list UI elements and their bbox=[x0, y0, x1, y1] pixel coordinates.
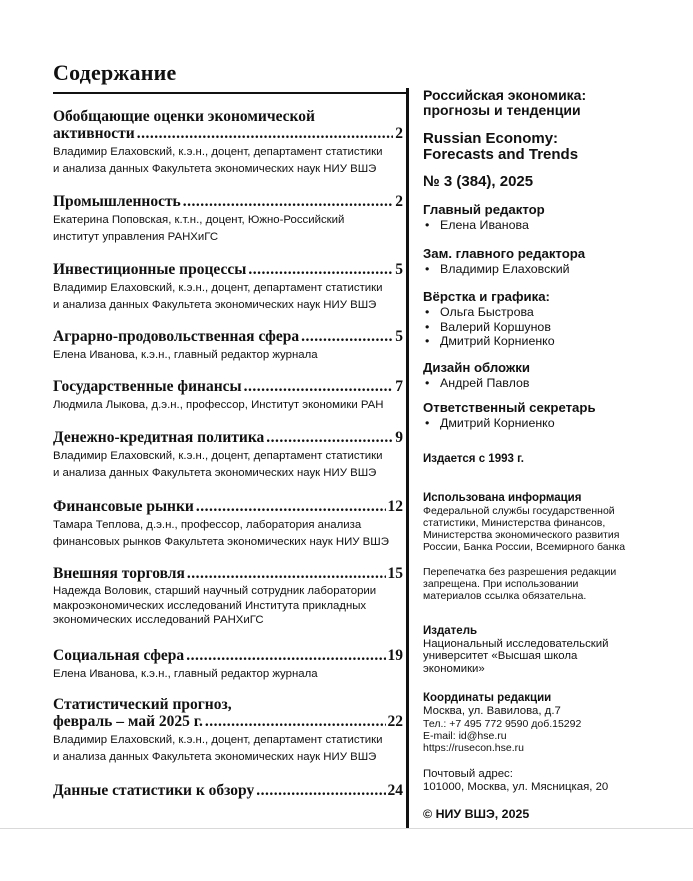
toc-author: Людмила Лыкова, д.э.н., профессор, Институт экономики РАН bbox=[53, 399, 384, 411]
toc-author: Владимир Елаховский, к.э.н., доцент, департамент статистики bbox=[53, 282, 383, 294]
section-label: Координаты редакции bbox=[423, 692, 552, 704]
leader-dots bbox=[248, 261, 393, 278]
toc-page-number: 5 bbox=[395, 328, 403, 345]
page-bottom-divider bbox=[0, 828, 693, 829]
toc-author: Тамара Теплова, д.э.н., профессор, лаборатория анализа bbox=[53, 519, 362, 531]
toc-page-number: 19 bbox=[387, 647, 403, 664]
toc-page-number: 2 bbox=[395, 125, 403, 142]
toc-page-number: 5 bbox=[395, 261, 403, 278]
secretary-section bbox=[423, 401, 683, 431]
toc-author: Екатерина Поповская, к.т.н., доцент, Южно-Российский bbox=[53, 214, 345, 226]
address: Москва, ул. Вавилова, д.7 bbox=[423, 704, 561, 717]
toc-entry[interactable] bbox=[53, 565, 403, 628]
journal-title-en: Russian Economy: Forecasts and Trends bbox=[423, 130, 579, 163]
journal-title-ru: Российская экономика: прогнозы и тенденции bbox=[423, 87, 587, 118]
toc-author: и анализа данных Факультета экономических наук НИУ ВШЭ bbox=[53, 299, 377, 311]
toc-entry[interactable] bbox=[53, 498, 403, 551]
toc-author: финансовых рынков Факультета экономических наук НИУ ВШЭ bbox=[53, 536, 389, 548]
leader-dots bbox=[137, 125, 394, 142]
issue-number: № 3 (384), 2025 bbox=[423, 173, 534, 190]
layout-section bbox=[423, 290, 683, 349]
toc-page-number: 7 bbox=[395, 378, 403, 395]
website-link[interactable]: https://rusecon.hse.ru bbox=[423, 741, 524, 754]
section-label: Главный редактор bbox=[423, 202, 545, 217]
reprint-notice: Перепечатка без разрешения редакции запрещена. При использовании материалов ссылка обязательна. bbox=[423, 566, 617, 602]
toc-author: институт управления РАНХиГС bbox=[53, 231, 219, 243]
toc-entry[interactable] bbox=[53, 261, 403, 314]
toc-entry[interactable] bbox=[53, 782, 403, 799]
publisher-section: Издатель Национальный исследовательский университет «Высшая школа экономики» bbox=[423, 625, 683, 675]
staff-name: • Андрей Павлов bbox=[423, 376, 683, 391]
staff-name: • Ольга Быстрова bbox=[423, 305, 683, 320]
toc-author: и анализа данных Факультета экономических наук НИУ ВШЭ bbox=[53, 467, 377, 479]
copyright: © НИУ ВШЭ, 2025 bbox=[423, 807, 530, 821]
leader-dots bbox=[301, 328, 393, 345]
toc-entry-title: Обобщающие оценки экономической bbox=[53, 108, 315, 125]
page-title: Содержание bbox=[53, 60, 177, 85]
toc-page-number: 9 bbox=[395, 429, 403, 446]
leader-dots bbox=[183, 193, 393, 210]
phone: Тел.: +7 495 772 9590 доб.15292 bbox=[423, 717, 582, 730]
postal-address: 101000, Москва, ул. Мясницкая, 20 bbox=[423, 781, 609, 793]
toc-entry[interactable] bbox=[53, 647, 403, 683]
leader-dots bbox=[205, 713, 386, 730]
toc-entry-title: Инвестиционные процессы bbox=[53, 261, 247, 278]
leader-dots bbox=[196, 498, 386, 515]
staff-name: • Дмитрий Корниенко bbox=[423, 416, 683, 431]
deputy-editor-section bbox=[423, 247, 683, 277]
leader-dots bbox=[186, 647, 385, 664]
toc-entry[interactable] bbox=[53, 108, 403, 178]
toc-entry-title: Финансовые рынки bbox=[53, 498, 194, 515]
toc-author: Надежда Воловик, старший научный сотрудник лаборатории bbox=[53, 585, 377, 597]
section-label: Зам. главного редактора bbox=[423, 246, 586, 261]
toc-author: Елена Иванова, к.э.н., главный редактор журнала bbox=[53, 349, 318, 361]
toc-entry[interactable] bbox=[53, 193, 403, 246]
staff-name: • Елена Иванова bbox=[423, 218, 683, 233]
toc-author: и анализа данных Факультета экономических наук НИУ ВШЭ bbox=[53, 751, 377, 763]
leader-dots bbox=[187, 565, 386, 582]
column-divider bbox=[406, 88, 409, 828]
staff-name: • Дмитрий Корниенко bbox=[423, 334, 683, 349]
toc-entry-title: Статистический прогноз, bbox=[53, 696, 232, 713]
toc-author: Владимир Елаховский, к.э.н., доцент, департамент статистики bbox=[53, 450, 383, 462]
cover-design-section bbox=[423, 361, 683, 391]
toc-entry[interactable] bbox=[53, 696, 403, 766]
toc-page-number: 12 bbox=[387, 498, 403, 515]
toc-entry-title: Промышленность bbox=[53, 193, 181, 210]
toc-entry-title: Государственные финансы bbox=[53, 378, 242, 395]
toc-page-number: 2 bbox=[395, 193, 403, 210]
toc-author: Владимир Елаховский, к.э.н., доцент, департамент статистики bbox=[53, 734, 383, 746]
toc-entry-title: февраль – май 2025 г. bbox=[53, 713, 203, 730]
toc-page-number: 24 bbox=[387, 782, 403, 799]
chief-editor-section bbox=[423, 203, 683, 233]
leader-dots bbox=[266, 429, 393, 446]
toc-entry-title: Аграрно-продовольственная сфера bbox=[53, 328, 300, 345]
toc-author: и анализа данных Факультета экономических наук НИУ ВШЭ bbox=[53, 163, 377, 175]
section-label: Издатель bbox=[423, 625, 478, 637]
toc-entry[interactable] bbox=[53, 429, 403, 482]
email-link[interactable]: E-mail: id@hse.ru bbox=[423, 729, 507, 742]
sources-section: Использована информация Федеральной службы государственной статистики, Министерства финансов, Министерства экономического развития России, Банка России, Всемирного банка bbox=[423, 492, 683, 553]
toc-entry-title: активности bbox=[53, 125, 135, 142]
publication-since: Издается с 1993 г. bbox=[423, 453, 524, 465]
toc-entry[interactable] bbox=[53, 328, 403, 364]
toc-entry-title: Внешняя торговля bbox=[53, 565, 185, 582]
staff-name: • Валерий Коршунов bbox=[423, 320, 683, 335]
section-label: Использована информация bbox=[423, 492, 582, 504]
toc-entry[interactable] bbox=[53, 378, 403, 414]
toc-author: экономических исследований РАНХиГС bbox=[53, 614, 264, 626]
leader-dots bbox=[244, 378, 394, 395]
toc-entry-title: Денежно-кредитная политика bbox=[53, 429, 265, 446]
postal-section bbox=[423, 768, 683, 794]
staff-name: • Владимир Елаховский bbox=[423, 262, 683, 277]
toc-page-number: 15 bbox=[387, 565, 403, 582]
leader-dots bbox=[256, 782, 385, 799]
section-label: Дизайн обложки bbox=[423, 360, 530, 375]
toc-entry-title: Социальная сфера bbox=[53, 647, 185, 664]
contacts-section bbox=[423, 692, 683, 754]
title-divider bbox=[53, 92, 407, 94]
toc-entry-title: Данные статистики к обзору bbox=[53, 782, 255, 799]
toc-author: макроэкономических исследований Института прикладных bbox=[53, 599, 367, 612]
toc-author: Елена Иванова, к.э.н., главный редактор журнала bbox=[53, 668, 318, 680]
section-label: Ответственный секретарь bbox=[423, 400, 596, 415]
section-label: Вёрстка и графика: bbox=[423, 289, 550, 304]
toc-author: Владимир Елаховский, к.э.н., доцент, департамент статистики bbox=[53, 146, 383, 158]
section-label: Почтовый адрес: bbox=[423, 768, 513, 780]
toc-page-number: 22 bbox=[387, 713, 403, 730]
